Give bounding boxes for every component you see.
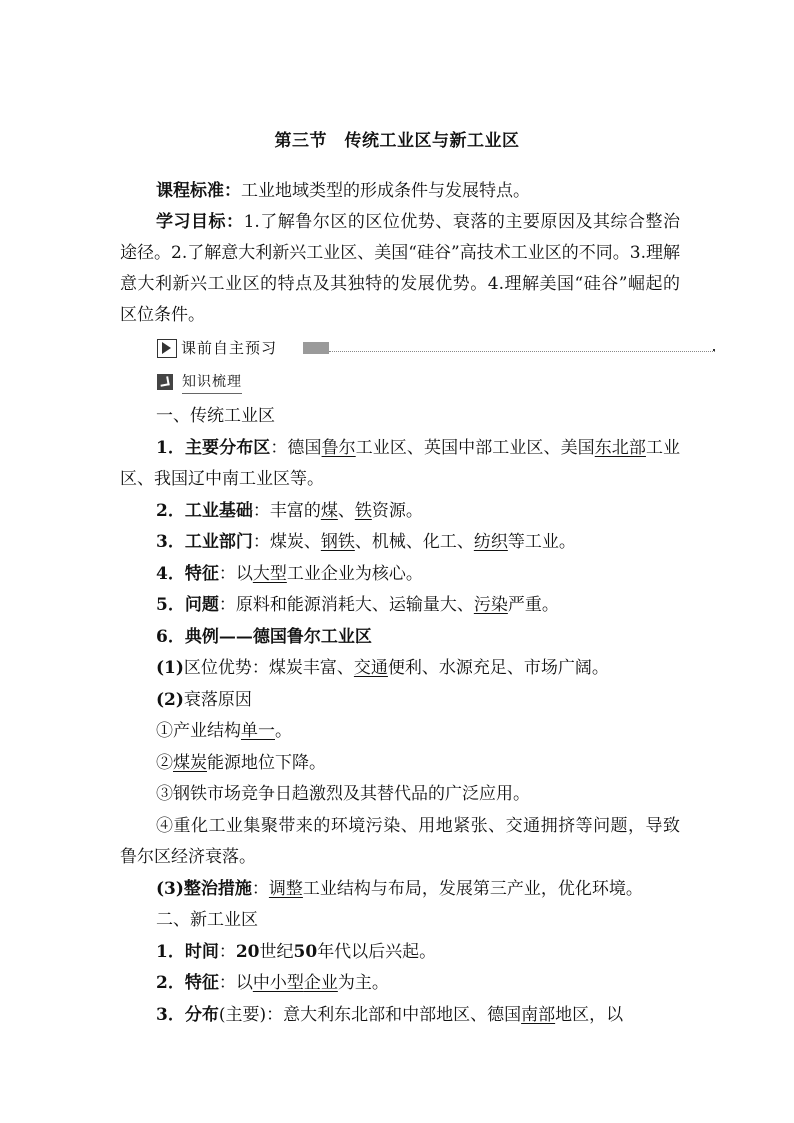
intro-block bbox=[120, 176, 680, 331]
check-arrow-icon bbox=[157, 374, 173, 390]
list-item: 1．时间：20世纪50年代以后兴起。 bbox=[156, 941, 437, 962]
list-item: 3．工业部门：煤炭、钢铁、机械、化工、纺织等工业。 bbox=[156, 532, 576, 552]
knowledge-section-label: 知识梳理 bbox=[182, 371, 242, 394]
section-heading-traditional: 一、传统工业区 bbox=[156, 406, 275, 426]
banner-divider bbox=[329, 351, 715, 352]
learning-goals-label: 学习目标： bbox=[156, 212, 244, 232]
section-heading-new: 二、新工业区 bbox=[156, 910, 258, 930]
list-item: ②煤炭能源地位下降。 bbox=[156, 752, 326, 773]
course-standard-label: 课程标准： bbox=[156, 181, 241, 201]
list-item: 2．特征：以中小型企业为主。 bbox=[156, 973, 389, 993]
learning-goals-text: 1.了解鲁尔区的区位优势、衰落的主要原因及其综合整治途径。2.了解意大利新兴工业区、美国“硅谷”高技术工业区的不同。3.理解意大利新兴工业区的特点及其独特的发展优势。4.理解美国“硅谷”崛起的区位条件。 bbox=[120, 212, 681, 325]
list-item: ①产业结构单一。 bbox=[156, 721, 292, 741]
page-title: 第三节 传统工业区与新工业区 bbox=[274, 131, 520, 151]
list-item: 1．主要分布区：德国鲁尔工业区、英国中部工业区、美国东北部工业区、我国辽中南工业区等。 bbox=[120, 437, 681, 489]
preview-section-label: 课前自主预习 bbox=[181, 339, 278, 357]
list-item: 2．工业基础：丰富的煤、铁资源。 bbox=[156, 500, 423, 521]
learning-goals bbox=[120, 207, 680, 331]
list-item: 4．特征：以大型工业企业为核心。 bbox=[156, 563, 423, 584]
preview-section-banner bbox=[157, 337, 717, 359]
course-standard-text: 工业地域类型的形成条件与发展特点。 bbox=[241, 181, 530, 201]
list-item: 6．典例——德国鲁尔工业区 bbox=[156, 626, 372, 647]
list-item: 5．问题：原料和能源消耗大、运输量大、污染严重。 bbox=[156, 595, 559, 615]
list-item: (1)区位优势：煤炭丰富、交通便利、水源充足、市场广阔。 bbox=[156, 658, 609, 678]
banner-bar bbox=[303, 342, 329, 354]
list-item: ④重化工业集聚带来的环境污染、用地紧张、交通拥挤等问题，导致鲁尔区经济衰落。 bbox=[120, 815, 680, 867]
list-item: ③钢铁市场竞争日趋激烈及其替代品的广泛应用。 bbox=[156, 784, 530, 804]
list-item: 3．分布(主要)：意大利东北部和中部地区、德国南部地区，以 bbox=[156, 1004, 624, 1025]
list-item: (3)整治措施：调整工业结构与布局，发展第三产业，优化环境。 bbox=[156, 878, 643, 899]
knowledge-section-banner bbox=[157, 371, 261, 393]
arrow-icon bbox=[157, 339, 177, 358]
course-standard bbox=[120, 176, 680, 207]
content-body bbox=[120, 401, 680, 1031]
list-item: (2)衰落原因 bbox=[156, 689, 252, 710]
